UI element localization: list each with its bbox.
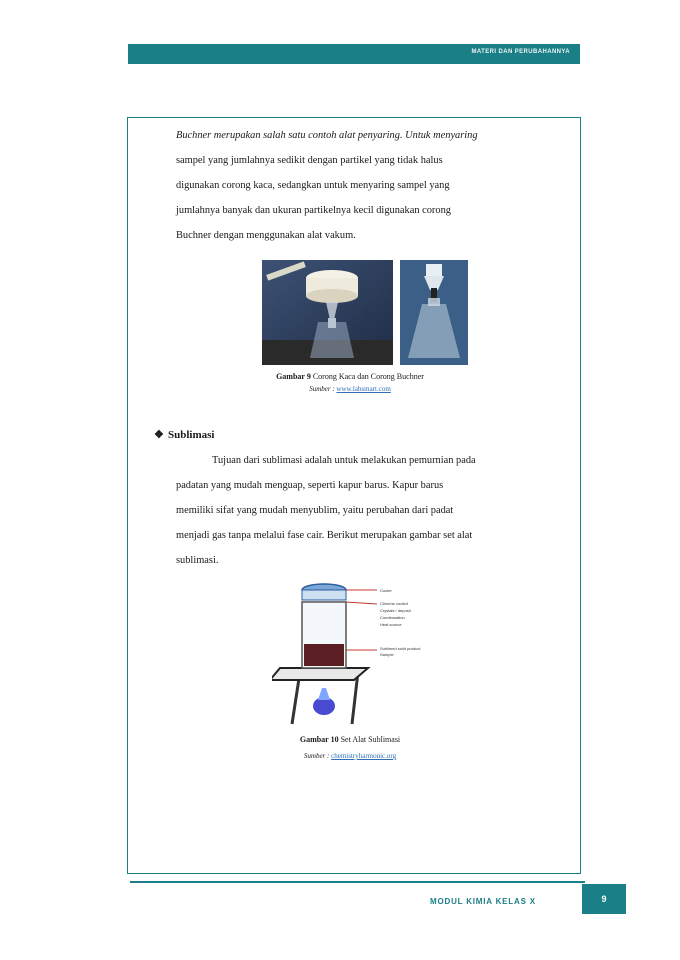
- paragraph-line: padatan yang mudah menguap, seperti kapur barus. Kapur barus: [176, 480, 444, 491]
- sublimasi-heading: ❖ Sublimasi: [154, 429, 215, 441]
- diagram-label: Condensation: [380, 615, 405, 620]
- diagram-label: Cooler: [380, 588, 392, 593]
- paragraph-line: sublimasi.: [176, 555, 219, 566]
- glass-funnel-photo: [400, 260, 468, 365]
- figure10-source-link[interactable]: chemistryharmonic.org: [331, 752, 397, 760]
- buchner-funnel-photo: [262, 260, 393, 365]
- diagram-label: Heat source: [380, 622, 402, 627]
- sublimation-apparatus-diagram: [272, 576, 452, 728]
- figure10-source: Sumber : chemistryharmonic.org: [303, 752, 397, 760]
- footer-divider: [130, 881, 585, 883]
- paragraph-line: menjadi gas tanpa melalui fase cair. Berikut merupakan gambar set alat: [176, 530, 473, 541]
- diagram-label: Chlorine cooled: [380, 601, 408, 606]
- paragraph-line: Tujuan dari sublimasi adalah untuk melakukan pemurnian pada: [212, 455, 476, 466]
- sublimasi-paragraph: [176, 448, 574, 573]
- paragraph-line: memiliki sifat yang mudah menyublim, yaitu perubahan dari padat: [176, 505, 454, 516]
- paragraph-line: jumlahnya banyak dan ukuran partikelnya kecil digunakan corong: [176, 205, 451, 216]
- header-bar: [128, 44, 580, 64]
- paragraph-line: Buchner dengan menggunakan alat vakum.: [176, 230, 356, 241]
- paragraph-line: digunakan corong kaca, sedangkan untuk menyaring sampel yang: [176, 180, 450, 191]
- diagram-label: Crystals / deposit: [380, 608, 411, 613]
- footer-book-title: MODUL KIMIA KELAS X: [430, 897, 536, 906]
- figure9-source-link[interactable]: www.labsmart.com: [336, 385, 391, 393]
- header-title: MATERI DAN PERUBAHANNYA: [471, 49, 570, 55]
- figure9-source: Sumber : www.labsmart.com: [309, 385, 391, 393]
- buchner-paragraph: [176, 123, 574, 248]
- paragraph-line: sampel yang jumlahnya sedikit dengan partikel yang tidak halus: [176, 155, 443, 166]
- paragraph-line: Buchner merupakan salah satu contoh alat penyaring. Untuk menyaring: [176, 130, 478, 141]
- figure10-caption: Gambar 10 Set Alat Sublimasi: [299, 735, 401, 744]
- page-number: 9: [582, 884, 626, 914]
- diamond-bullet-icon: ❖: [154, 429, 164, 441]
- figure9-caption: Gambar 9 Corong Kaca dan Corong Buchner: [276, 372, 424, 381]
- diagram-label: Sublimed solid product: [380, 646, 421, 651]
- diagram-label: Sample: [380, 652, 394, 657]
